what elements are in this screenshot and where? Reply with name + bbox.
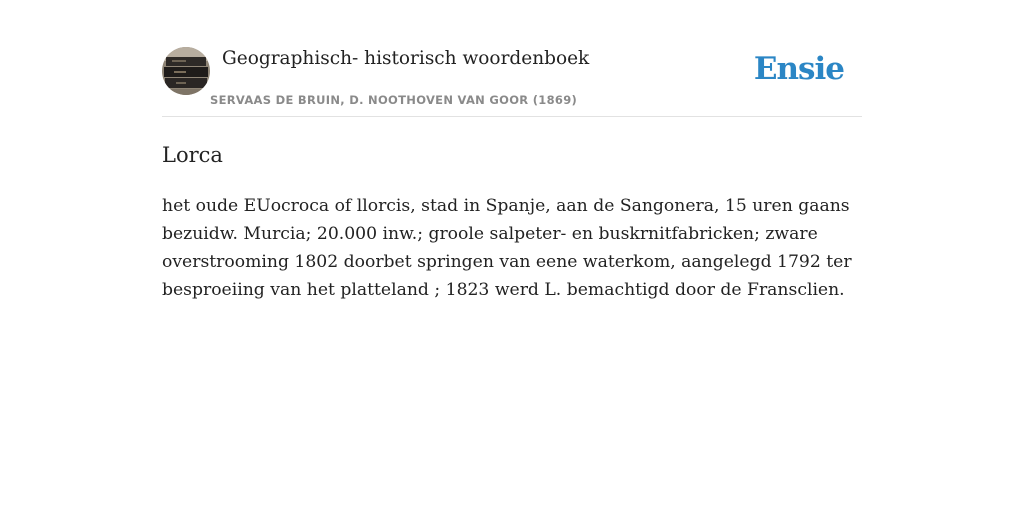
source-title[interactable]: Geographisch- historisch woordenboek bbox=[222, 48, 590, 69]
entry-title: Lorca bbox=[162, 143, 223, 167]
entry-body: het oude EUocroca of llorcis, stad in Spanje, aan de Sangonera, 15 uren gaans bezuidw. Murcia; 20.000 inw.; groole salpeter- en buskrnitfabricken; zware overstrooming 1802 doorbet springen van eene waterkom, aangelegd 1792 ter besproeiing van het platteland ; 1823 werd L. bemachtigd door de Fransclien. bbox=[162, 196, 852, 300]
source-author: SERVAAS DE BRUIN, D. NOOTHOVEN VAN GOOR (1869) bbox=[210, 93, 578, 107]
source-header bbox=[162, 46, 862, 117]
book-photo-icon[interactable] bbox=[162, 47, 210, 95]
brand-logo[interactable]: Ensie bbox=[753, 51, 844, 87]
